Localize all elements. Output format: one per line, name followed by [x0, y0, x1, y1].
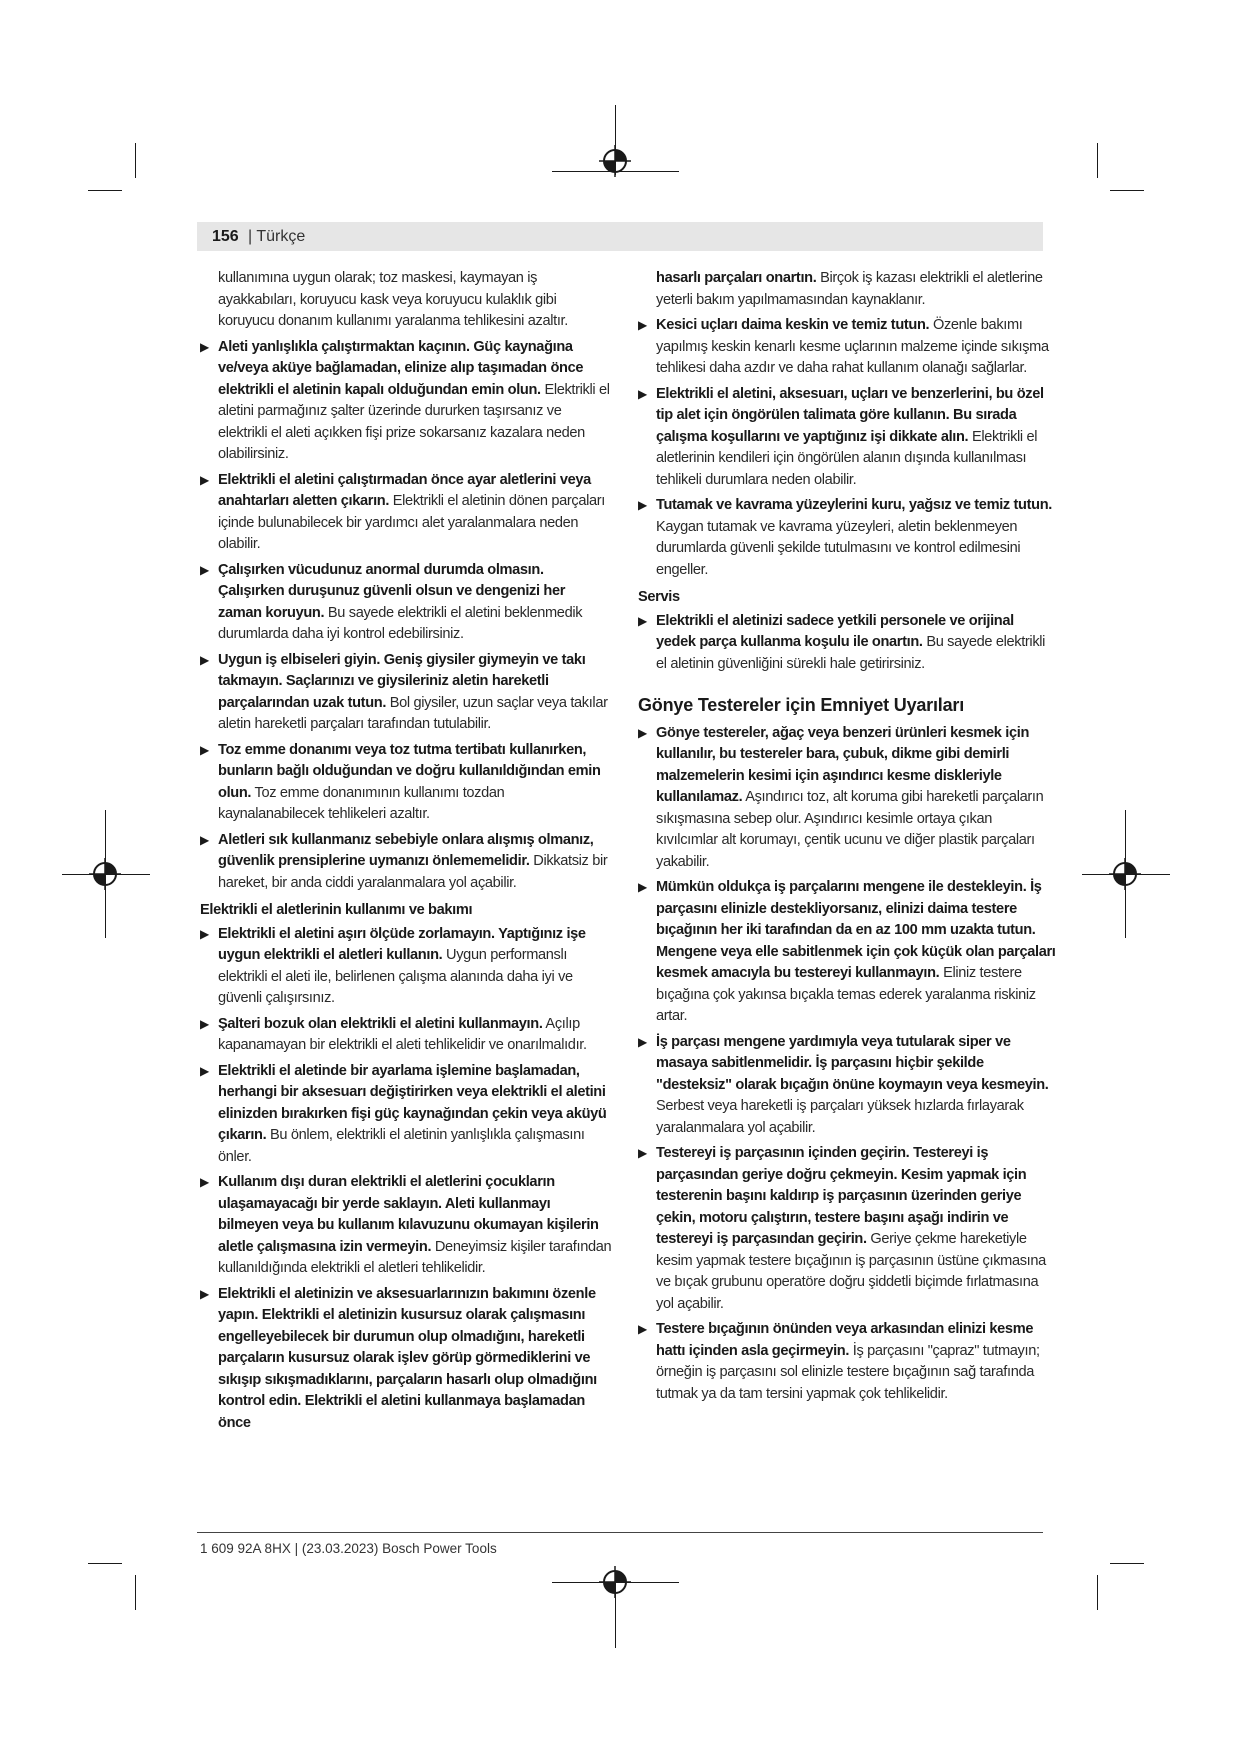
left-list-a: [200, 337, 612, 895]
intro-paragraph: kullanımına uygun olarak; toz maskesi, kaymayan iş ayakkabıları, koruyucu kask veya koruyucu kulaklık gibi koruyucu donanım kullanımı yaralanma tehlikesini azaltır.: [218, 270, 568, 329]
item-normal-text: Elektrikli el aletinin dönen parçaları içinde bulunabilecek bir yardımcı alet yaralanmalara neden olabilir.: [218, 493, 605, 552]
list-item: [638, 723, 1056, 874]
list-item: [200, 650, 612, 736]
list-item: [638, 1319, 1056, 1405]
item-normal-text: Geriye çekme hareketiyle kesim yapmak testere bıçağının iş parçasının üstüne çıkmasına ve bıçak grubunu operatöre doğru şiddetli biçimde fırlatmasına yol açabilir.: [656, 1231, 1046, 1312]
list-item: [200, 1172, 612, 1280]
page-number: 156: [212, 228, 239, 245]
item-bold-text: Elektrikli el aletinde bir ayarlama işlemine başlamadan, herhangi bir aksesuarı değiştirirken veya elektrikli el aletini elinizden bırakırken fişi güç kaynağından çekin veya aküyü çıkarın.: [218, 1062, 607, 1143]
bullet-arrow-icon: ▶: [200, 472, 209, 487]
item-normal-text: Bol giysiler, uzun saçlar veya takılar aletin hareketli parçaları tarafından tutulabilir.: [218, 694, 608, 732]
bullet-arrow-icon: ▶: [638, 613, 647, 628]
registration-mark-icon: [87, 856, 123, 892]
item-bold-text: Şalteri bozuk olan elektrikli el aletini kullanmayın.: [218, 1015, 543, 1032]
bullet-arrow-icon: ▶: [638, 498, 647, 512]
item-normal-text: Açılıp kapanamayan bir elektrikli el aleti tehlikelidir ve onarılmalıdır.: [218, 1015, 587, 1053]
item-bold-text: Testereyi iş parçasının içinden geçirin. Testereyi iş parçasından geriye doğru çekmeyin. Kesim yapmak için testerenin başını kaldırıp iş parçasının üzerinden geriye çekin, motoru çalıştırın, testere başını aşağı indirin ve testereyi iş parçasından geçirin.: [656, 1145, 1027, 1247]
list-item: [638, 1032, 1056, 1140]
bullet-arrow-icon: ▶: [638, 1322, 647, 1336]
item-normal-text: Elektrikli el aletini parmağınız şalter üzerinde dururken taşırsanız ve elektrikli el aleti açıkken fişi prize sokarsanız kazalara neden olabilirsiniz.: [218, 381, 610, 462]
item-bold-text: Testere bıçağının önünden veya arkasından elinizi kesme hattı içinden asla geçirmeyin.: [656, 1321, 1034, 1359]
bullet-arrow-icon: ▶: [200, 926, 209, 941]
right-list-a: [638, 315, 1056, 581]
item-normal-text: Deneyimsiz kişiler tarafından kullanıldığında elektrikli el aletleri tehlikelidir.: [218, 1238, 612, 1276]
list-item: [638, 315, 1056, 380]
page-language: | Türkçe: [248, 228, 306, 245]
item-bold-text: Elektrikli el aletinizin ve aksesuarlarınızın bakımını özenle yapın. Elektrikli el aletinizin kusursuz olarak çalışmasını engelleyebilecek bir durumun olup olmadığını, hareketli parçaların kusursuz olarak işlev görüp görmediklerini ve sıkışıp sıkışmadıklarını, parçaların hasarlı olup olmadığını kontrol edin. Elektrikli el aletini kullanmaya başlamadan önce: [218, 1285, 597, 1431]
bullet-arrow-icon: ▶: [638, 725, 647, 740]
continued-paragraph: [638, 268, 1056, 311]
crop-mark: [1097, 1575, 1098, 1610]
item-bold-text: Elektrikli el aletinizi sadece yetkili personele ve orijinal yedek parça kullanma koşulu ile onartın.: [656, 612, 1014, 650]
list-item: [200, 740, 612, 826]
list-item: [200, 1061, 612, 1169]
footer-text: 1 609 92A 8HX | (23.03.2023) Bosch Power Tools: [200, 1541, 497, 1556]
bullet-arrow-icon: ▶: [200, 742, 209, 757]
item-bold-text: Aleti yanlışlıkla çalıştırmaktan kaçının. Güç kaynağına ve/veya aküye bağlamadan, elinize alıp taşımadan önce elektrikli el aletinin kapalı olduğundan emin olun.: [218, 338, 584, 398]
list-item: [200, 560, 612, 646]
list-item: [200, 1014, 612, 1057]
list-item: [200, 924, 612, 1010]
item-normal-text: Uygun performanslı elektrikli el aleti ile, belirlenen çalışma alanında daha iyi ve güvenli çalışırsınız.: [218, 947, 573, 1006]
list-item: [638, 495, 1056, 581]
item-bold-text: Kullanım dışı duran elektrikli el aletlerini çocukların ulaşamayacağı bir yerde saklayın. Aleti kullanmayı bilmeyen veya bu kullanım kılavuzunu okumayan kişilerin aletle çalışmasına izin vermeyin.: [218, 1174, 599, 1255]
bullet-arrow-icon: ▶: [200, 832, 209, 847]
bullet-arrow-icon: ▶: [200, 562, 209, 577]
bullet-arrow-icon: ▶: [200, 339, 209, 354]
bullet-arrow-icon: ▶: [200, 1175, 209, 1189]
item-bold-text: Mümkün oldukça iş parçalarını mengene ile destekleyin. İş parçasını elinizle destekliyorsanız, elinizi daima testere bıçağının her iki tarafından da en az 100 mm uzakta tutun. Mengene veya elle sabitlenmek için çok küçük olan parçaları kesmek amacıyla bu testereyi kullanmayın.: [656, 879, 1056, 981]
right-list-b: [638, 723, 1056, 1406]
registration-mark-icon: [597, 1564, 633, 1600]
registration-mark-icon: [1107, 856, 1143, 892]
right-column: [638, 268, 1056, 1409]
list-item: [638, 1143, 1056, 1315]
crop-mark: [135, 1575, 136, 1610]
list-item: [200, 470, 612, 556]
servis-list: [638, 611, 1056, 676]
page-header-bar: [197, 222, 1043, 251]
left-column: [200, 268, 612, 1438]
list-item: [638, 611, 1056, 676]
section-title-miter-saw: Gönye Testereler için Emniyet Uyarıları: [638, 695, 965, 715]
item-normal-text: Aşındırıcı toz, alt koruma gibi hareketli parçaların sıkışmasına sebep olur. Aşındırıcı kesimle ortaya çıkan kıvılcımlar alt korumayı, çentik ucunu ve diğer plastik parçaları yakabilir.: [656, 789, 1044, 870]
item-normal-text: Bu sayede elektrikli el aletinin güvenliğini sürekli hale getirirsiniz.: [656, 634, 1046, 672]
bullet-arrow-icon: ▶: [638, 1034, 647, 1049]
item-normal-text: Özenle bakımı yapılmış keskin kenarlı kesme uçlarının malzeme içinde sıkışma tehlikesi daha azdır ve daha rahat kullanım olanağı sağlarlar.: [656, 317, 1049, 376]
crop-mark: [1097, 143, 1098, 178]
bullet-arrow-icon: ▶: [200, 1016, 209, 1031]
bullet-arrow-icon: ▶: [638, 318, 647, 332]
item-bold-text: Gönye testereler, ağaç veya benzeri ürünleri kesmek için kullanılır, bu testereler bara, çubuk, dikme gibi demirli malzemelerin kesimi için aşındırıcı kesme diskleriyle kullanılamaz.: [656, 724, 1030, 805]
continued-normal: Birçok iş kazası elektrikli el aletlerine yeterli bakım yapılmamasından kaynaklanır.: [656, 270, 1043, 308]
item-normal-text: Serbest veya hareketli iş parçaları yüksek hızlarda fırlayarak yaralanmalara yol açabilir.: [656, 1098, 1024, 1136]
subheading-servis: Servis: [638, 589, 680, 605]
item-bold-text: Kesici uçları daima keskin ve temiz tutun.: [656, 317, 930, 333]
item-normal-text: İş parçasını "çapraz" tutmayın; örneğin iş parçasını sol elinizle testere bıçağının sağ tarafında tutmak ya da tam tersini yapmak çok tehlikelidir.: [656, 1342, 1040, 1402]
item-normal-text: Elektrikli el aletlerinin kendileri için öngörülen alanın dışında kullanılması tehlikeli durumlara neden olabilir.: [656, 428, 1038, 488]
item-bold-text: Elektrikli el aletini aşırı ölçüde zorlamayın. Yaptığınız işe uygun elektrikli el aletleri kullanın.: [218, 925, 586, 963]
list-item: [200, 337, 612, 466]
item-bold-text: Aletleri sık kullanmanız sebebiyle onlara alışmış olmanız, güvenlik prensiplerine uymanızı önlememelidir.: [218, 831, 594, 869]
item-normal-text: Bu önlem, elektrikli el aletinin yanlışlıkla çalışmasını önler.: [218, 1127, 585, 1165]
list-item: [638, 384, 1056, 492]
item-bold-text: Uygun iş elbiseleri giyin. Geniş giysiler giymeyin ve takı takmayın. Saçlarınızı ve giysileriniz aletin hareketli parçalarından uzak tutun.: [218, 651, 586, 711]
crop-mark: [88, 190, 122, 191]
bullet-arrow-icon: ▶: [638, 386, 647, 401]
list-item: [200, 830, 612, 895]
item-normal-text: Kaygan tutamak ve kavrama yüzeyleri, aletin beklenmeyen durumlarda güvenli şekilde tutulmasını ve kontrol edilmesini engeller.: [656, 518, 1021, 578]
bullet-arrow-icon: ▶: [638, 880, 647, 894]
crop-mark: [1110, 1563, 1144, 1564]
item-bold-text: Çalışırken vücudunuz anormal durumda olmasın. Çalışırken duruşunuz güvenli olsun ve dengenizi her zaman koruyun.: [218, 561, 566, 621]
bullet-arrow-icon: ▶: [200, 652, 209, 667]
item-bold-text: Toz emme donanımı veya toz tutma tertibatı kullanırken, bunların bağlı olduğundan ve doğru kullanıldığından emin olun.: [218, 741, 601, 801]
item-normal-text: Toz emme donanımının kullanımı tozdan kaynalanabilecek tehlikeleri azaltır.: [218, 784, 505, 822]
item-normal-text: Dikkatsiz bir hareket, bir anda ciddi yaralanmalara yol açabilir.: [218, 853, 608, 891]
bullet-arrow-icon: ▶: [200, 1286, 209, 1301]
item-bold-text: Elektrikli el aletini çalıştırmadan önce ayar aletlerini veya anahtarları aletten çıkarın.: [218, 471, 591, 509]
crop-mark: [88, 1563, 122, 1564]
item-bold-text: Elektrikli el aletini, aksesuarı, uçları ve benzerlerini, bu özel tip alet için öngörülen talimata göre kullanın. Bu sırada çalışma koşullarını ve yaptığınız işi dikkate alın.: [656, 385, 1044, 445]
continued-bold: hasarlı parçaları onartın.: [656, 270, 817, 286]
footer-divider: [197, 1532, 1043, 1533]
bullet-arrow-icon: ▶: [638, 1146, 647, 1160]
crop-mark: [1110, 190, 1144, 191]
item-normal-text: Bu sayede elektrikli el aletini beklenmedik durumlarda daha iyi kontrol edebilirsiniz.: [218, 604, 583, 642]
item-normal-text: Eliniz testere bıçağına çok yakınsa bıçakla temas ederek yaralanma riskiniz artar.: [656, 965, 1036, 1024]
item-bold-text: İş parçası mengene yardımıyla veya tutularak siper ve masaya sabitlenmelidir. İş parçasını hiçbir şekilde "desteksiz" olarak bıçağın önüne koymayın veya kesmeyin.: [656, 1033, 1049, 1093]
bullet-arrow-icon: ▶: [200, 1063, 209, 1078]
crop-mark: [135, 143, 136, 178]
left-list-b: [200, 924, 612, 1435]
list-item: [638, 877, 1056, 1028]
item-bold-text: Tutamak ve kavrama yüzeylerini kuru, yağsız ve temiz tutun.: [656, 497, 1052, 513]
list-item: [200, 1284, 612, 1435]
subheading-usage-maintenance: Elektrikli el aletlerinin kullanımı ve bakımı: [200, 902, 473, 918]
registration-mark-icon: [597, 143, 633, 179]
